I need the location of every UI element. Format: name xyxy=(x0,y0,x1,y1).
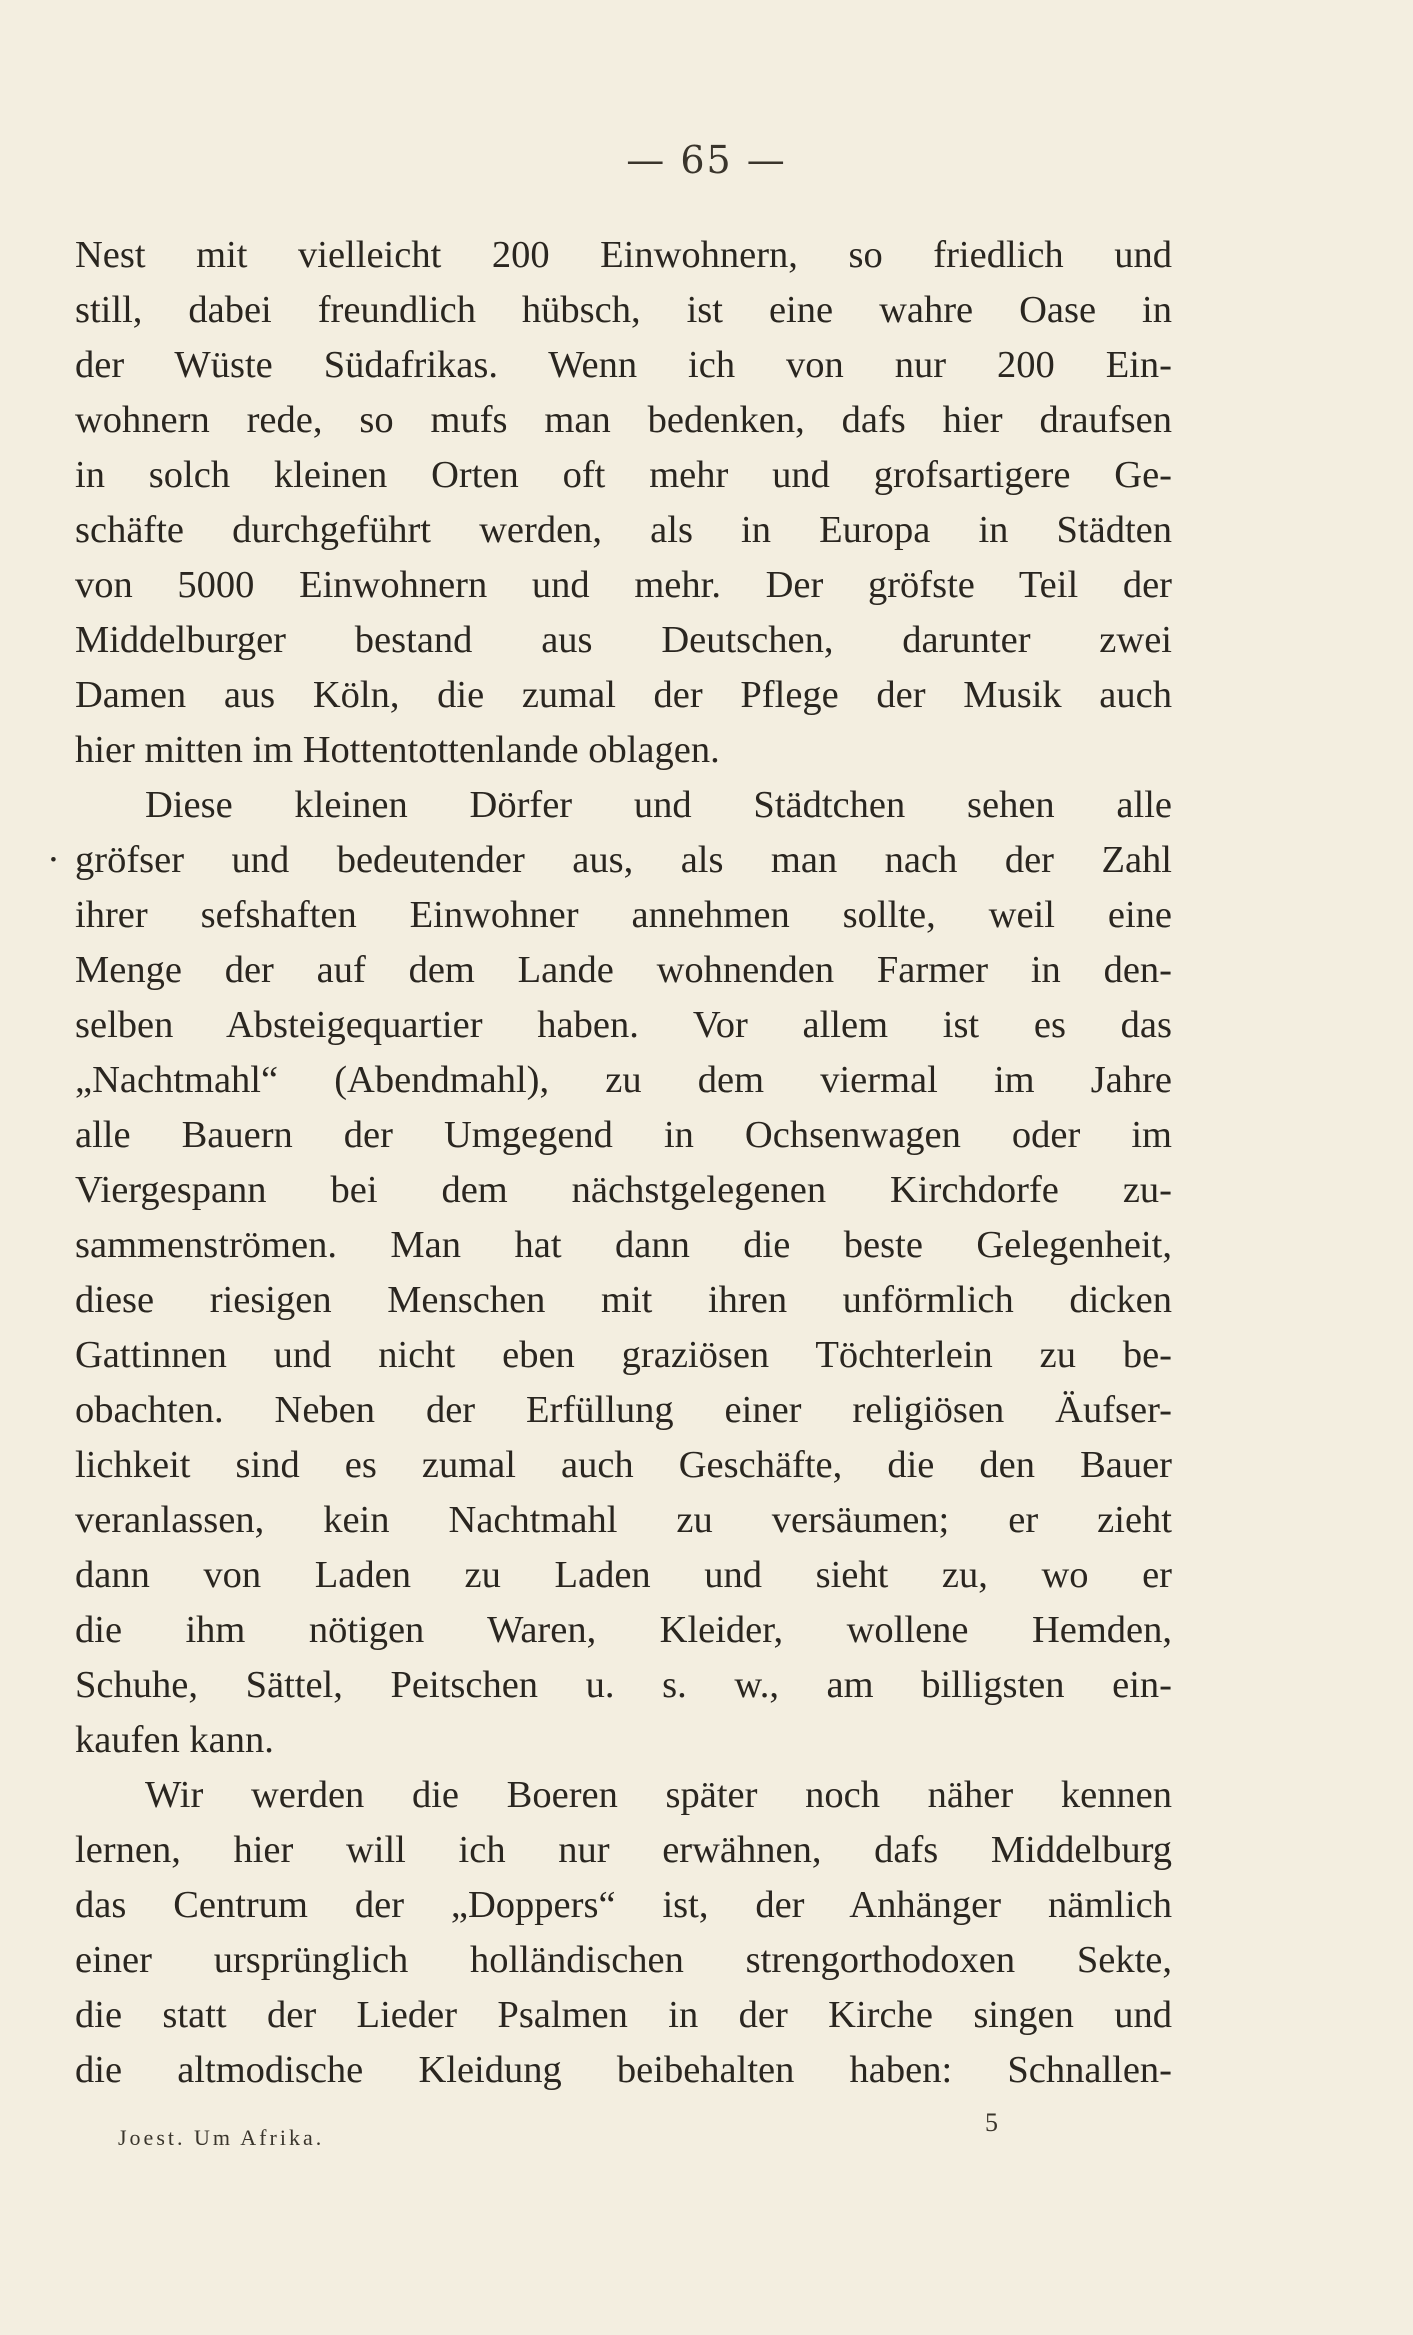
text-line: Schuhe, Sättel, Peitschen u. s. w., am billigsten ein- xyxy=(75,1664,1172,1706)
text-line: einer ursprünglich holländischen strengorthodoxen Sekte, xyxy=(75,1939,1172,1981)
signature-line: Joest. Um Afrika. xyxy=(118,2125,325,2150)
text-line: obachten. Neben der Erfüllung einer religiösen Äufser- xyxy=(75,1389,1172,1431)
text-line: kaufen kann. xyxy=(75,1719,274,1761)
text-line: in solch kleinen Orten oft mehr und grofsartigere Ge- xyxy=(75,454,1172,496)
text-line: lichkeit sind es zumal auch Geschäfte, die den Bauer xyxy=(75,1444,1172,1486)
text-line: dann von Laden zu Laden und sieht zu, wo er xyxy=(75,1554,1172,1596)
text-line: der Wüste Südafrikas. Wenn ich von nur 200 Ein- xyxy=(75,344,1172,386)
text-line: die statt der Lieder Psalmen in der Kirche singen und xyxy=(75,1994,1172,2036)
text-line: gröfser und bedeutender aus, als man nach der Zahl xyxy=(75,839,1172,881)
text-line: die altmodische Kleidung beibehalten haben: Schnallen- xyxy=(75,2049,1172,2091)
text-line: lernen, hier will ich nur erwähnen, dafs Middelburg xyxy=(75,1829,1172,1871)
text-line: von 5000 Einwohnern und mehr. Der gröfste Teil der xyxy=(75,564,1172,606)
text-line: das Centrum der „Doppers“ ist, der Anhänger nämlich xyxy=(75,1884,1172,1926)
text-line: Middelburger bestand aus Deutschen, darunter zwei xyxy=(75,619,1172,661)
text-line: wohnern rede, so mufs man bedenken, dafs hier draufsen xyxy=(75,399,1172,441)
text-line: Damen aus Köln, die zumal der Pflege der Musik auch xyxy=(75,674,1172,716)
text-line: still, dabei freundlich hübsch, ist eine wahre Oase in xyxy=(75,289,1172,331)
text-line: schäfte durchgeführt werden, als in Europa in Städten xyxy=(75,509,1172,551)
text-line: „Nachtmahl“ (Abendmahl), zu dem viermal im Jahre xyxy=(75,1059,1172,1101)
text-line: Wir werden die Boeren später noch näher kennen xyxy=(145,1774,1172,1816)
text-line: alle Bauern der Umgegend in Ochsenwagen oder im xyxy=(75,1114,1172,1156)
margin-mark: · xyxy=(47,839,60,881)
text-line: diese riesigen Menschen mit ihren unförmlich dicken xyxy=(75,1279,1172,1321)
text-line: die ihm nötigen Waren, Kleider, wollene Hemden, xyxy=(75,1609,1172,1651)
text-line: Menge der auf dem Lande wohnenden Farmer in den- xyxy=(75,949,1172,991)
page-number: — 65 — xyxy=(626,138,787,182)
body-text xyxy=(47,228,1172,2098)
text-line: Viergespann bei dem nächstgelegenen Kirchdorfe zu- xyxy=(75,1169,1172,1211)
text-line: veranlassen, kein Nachtmahl zu versäumen; er zieht xyxy=(75,1499,1172,1541)
sheet-number: 5 xyxy=(985,2108,998,2137)
text-line: Nest mit vielleicht 200 Einwohnern, so friedlich und xyxy=(75,234,1172,276)
text-line: Gattinnen und nicht eben graziösen Töchterlein zu be- xyxy=(75,1334,1172,1376)
text-line: hier mitten im Hottentottenlande oblagen. xyxy=(75,729,720,771)
text-line: Diese kleinen Dörfer und Städtchen sehen alle xyxy=(145,784,1172,826)
text-line: sammenströmen. Man hat dann die beste Gelegenheit, xyxy=(75,1224,1172,1266)
text-line-with-mark xyxy=(47,833,1172,888)
text-line: selben Absteigequartier haben. Vor allem ist es das xyxy=(75,1004,1172,1046)
text-line: ihrer sefshaften Einwohner annehmen sollte, weil eine xyxy=(75,894,1172,936)
